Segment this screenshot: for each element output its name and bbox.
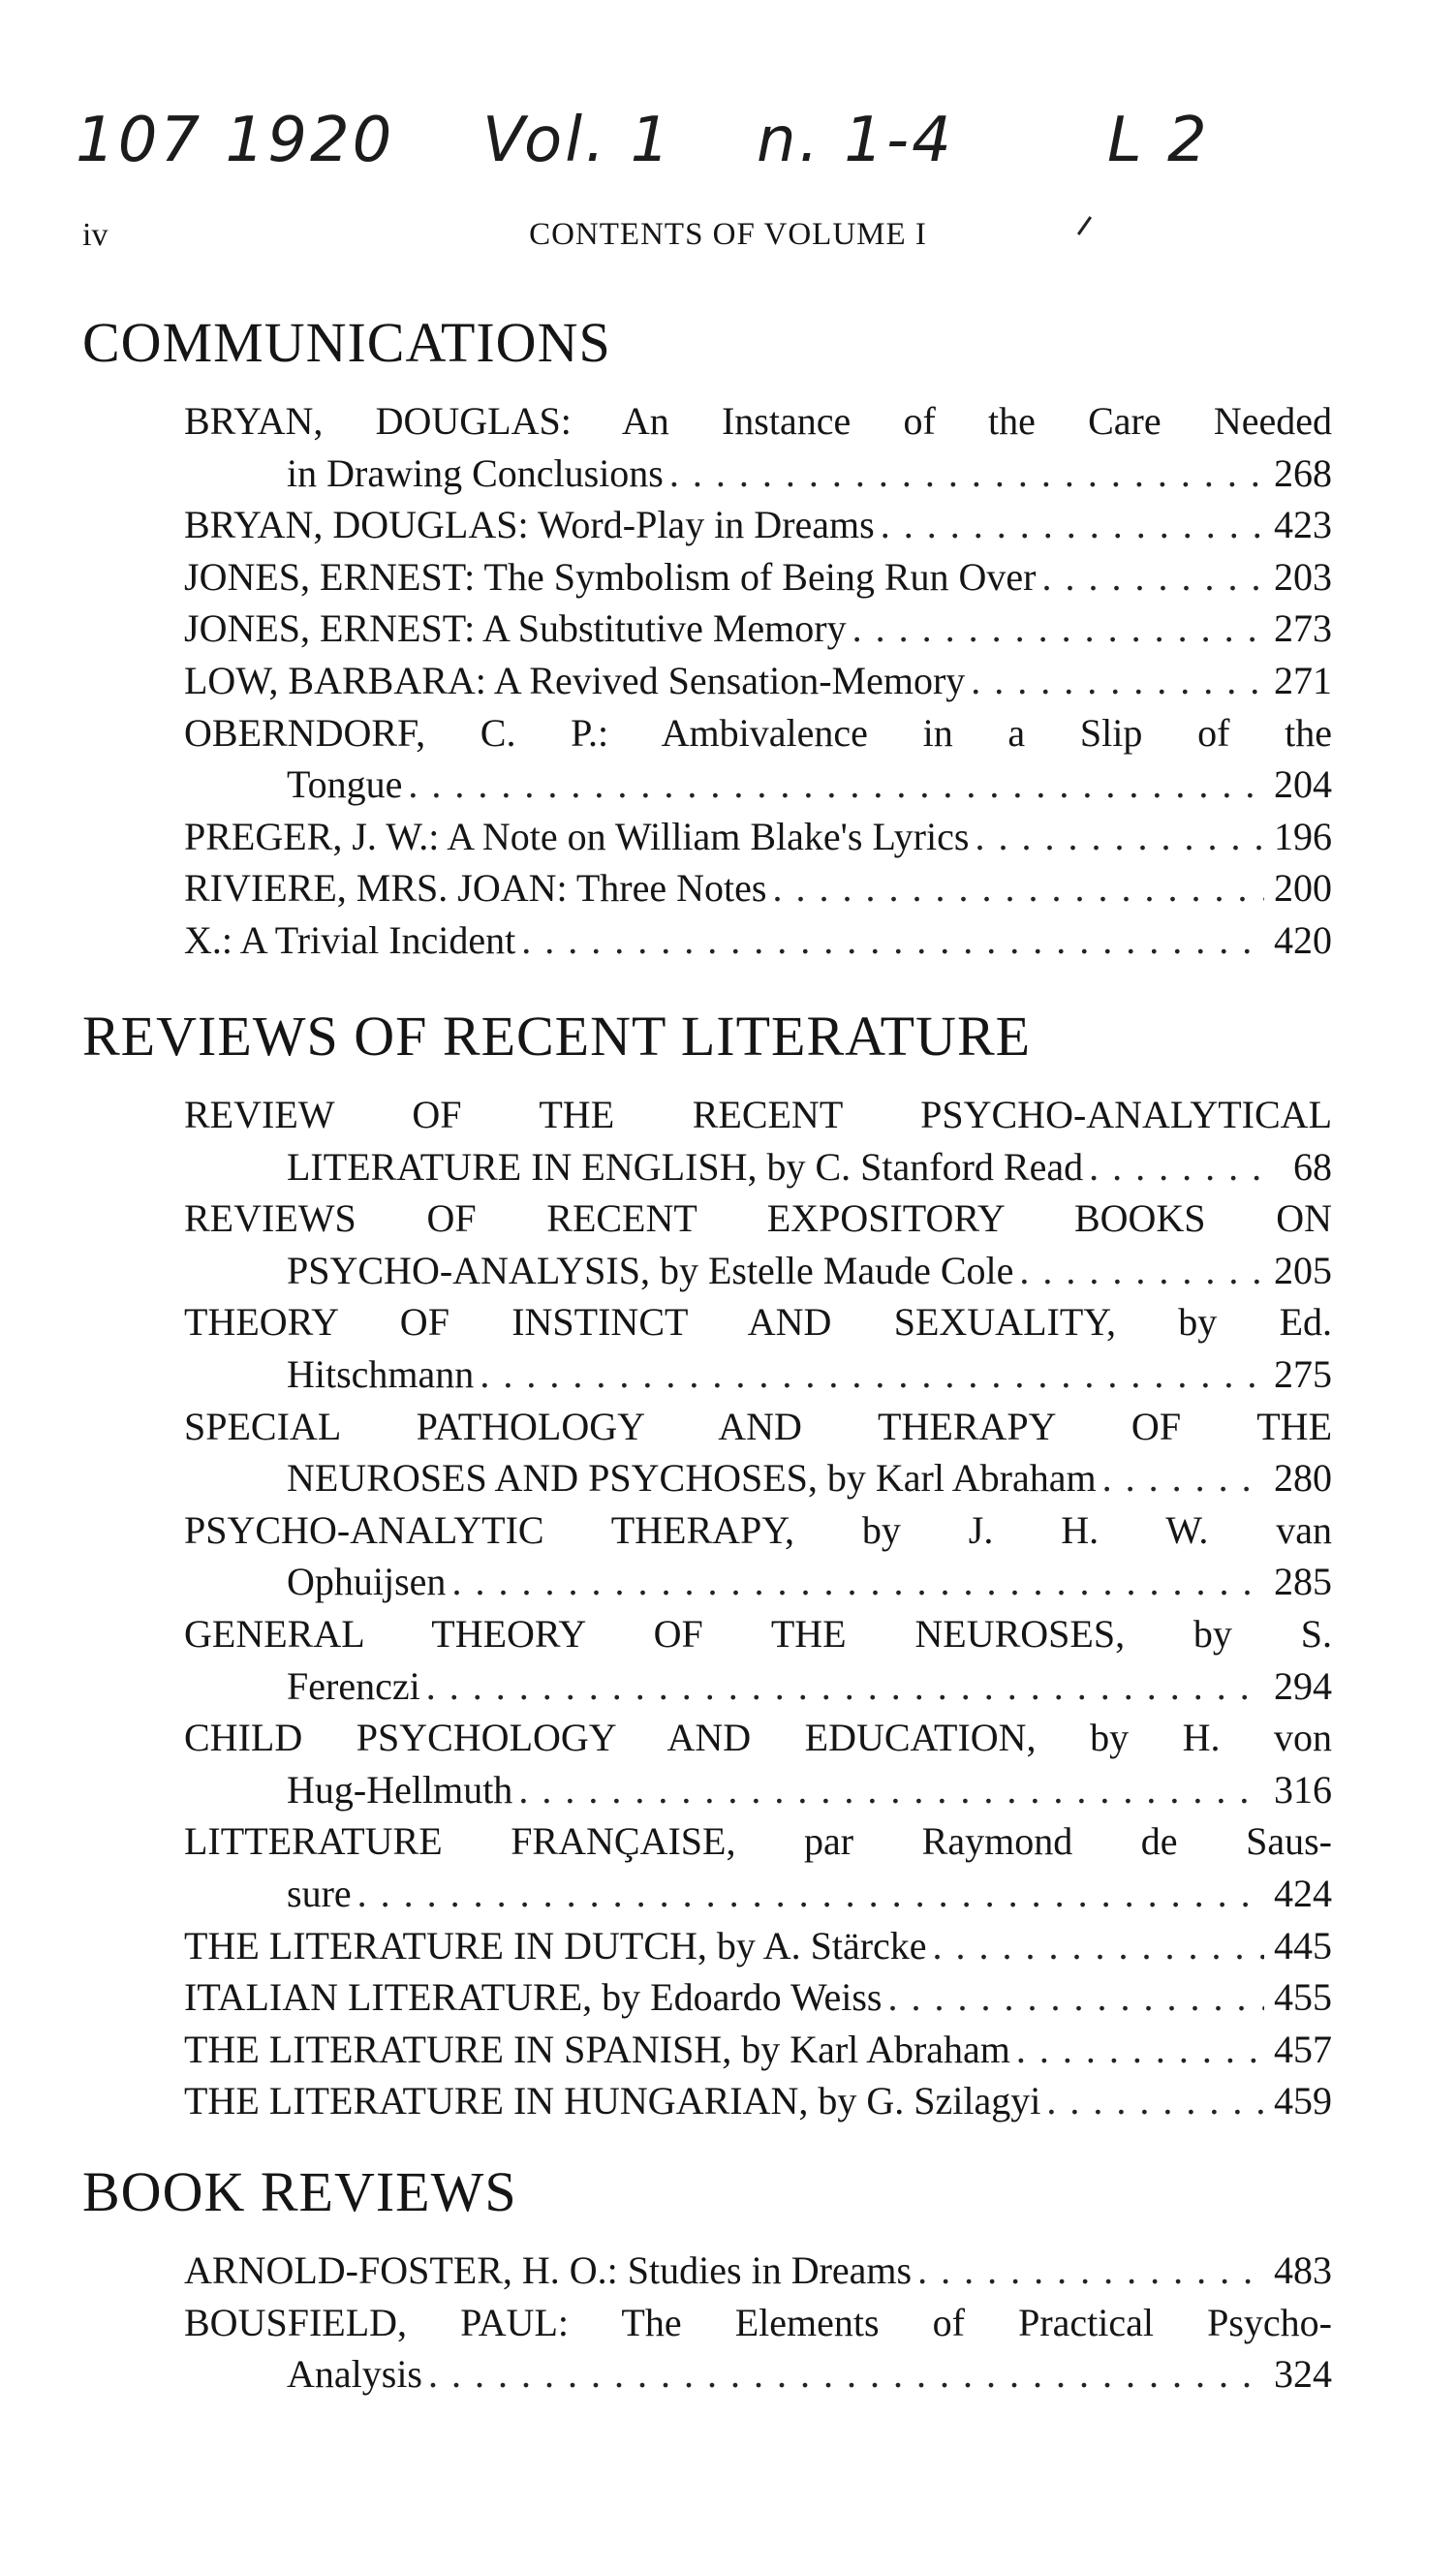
entry-line: BOUSFIELD, PAUL: The Elements of Practical Psycho- bbox=[184, 2300, 1332, 2344]
entry-line: OBERNDORF, C. P.: Ambivalence in a Slip of the bbox=[184, 710, 1332, 755]
toc-entry bbox=[184, 1815, 1332, 1919]
entry-text: PSYCHO-ANALYSIS, by Estelle Maude Cole bbox=[287, 1248, 1014, 1292]
entry-final-line bbox=[184, 914, 1332, 967]
entry-text: LITERATURE IN ENGLISH, by C. Stanford Read bbox=[287, 1144, 1084, 1189]
toc-entry bbox=[184, 2075, 1332, 2127]
entry-final-line bbox=[184, 1660, 1332, 1713]
dot-leader bbox=[664, 448, 1264, 500]
toc-entry bbox=[184, 1971, 1332, 2024]
entry-text: in Drawing Conclusions bbox=[287, 450, 664, 495]
section-title: BOOK REVIEWS bbox=[82, 2160, 517, 2223]
dot-leader bbox=[1097, 1452, 1264, 1504]
entry-text: ARNOLD-FOSTER, H. O.: Studies in Dreams bbox=[184, 2248, 913, 2292]
handwritten-annotation-part: L 2 bbox=[1107, 105, 1210, 176]
entry-text: Ophuijsen bbox=[287, 1560, 447, 1604]
toc-entry bbox=[184, 395, 1332, 499]
dot-leader bbox=[847, 603, 1264, 655]
dot-leader bbox=[883, 1971, 1265, 2024]
entry-text: BRYAN, DOUGLAS: Word-Play in Dreams bbox=[184, 503, 875, 547]
page-ref: 205 bbox=[1274, 1248, 1332, 1292]
entry-text: X.: A Trivial Incident bbox=[184, 917, 516, 962]
entry-final-line bbox=[184, 811, 1332, 863]
dot-leader bbox=[969, 811, 1264, 863]
page-ref: 423 bbox=[1274, 503, 1332, 547]
entry-text: THE LITERATURE IN HUNGARIAN, by G. Szilagyi bbox=[184, 2079, 1041, 2123]
page-ref: 459 bbox=[1274, 2079, 1332, 2123]
entry-line: GENERAL THEORY OF THE NEUROSES, by S. bbox=[184, 1611, 1332, 1656]
dot-leader bbox=[352, 1868, 1264, 1920]
entry-final-line bbox=[184, 1452, 1332, 1504]
entry-list bbox=[184, 395, 1332, 967]
entry-final-line bbox=[184, 1868, 1332, 1920]
entry-text: sure bbox=[287, 1871, 352, 1915]
entry-final-line bbox=[184, 551, 1332, 604]
toc-entry bbox=[184, 862, 1332, 914]
handwritten-annotation bbox=[76, 105, 1238, 211]
page-ref: 275 bbox=[1274, 1351, 1332, 1396]
entry-text: Hitschmann bbox=[287, 1351, 475, 1396]
entry-final-line bbox=[184, 2075, 1332, 2127]
entry-text: LOW, BARBARA: A Revived Sensation-Memory bbox=[184, 658, 966, 702]
entry-final-line bbox=[184, 862, 1332, 914]
page-ref: 455 bbox=[1274, 1975, 1332, 2020]
entry-final-line bbox=[184, 655, 1332, 707]
page-ref: 203 bbox=[1274, 554, 1332, 599]
page-ref: 280 bbox=[1274, 1456, 1332, 1501]
entry-line: CHILD PSYCHOLOGY AND EDUCATION, by H. von bbox=[184, 1716, 1332, 1760]
entry-final-line bbox=[184, 448, 1332, 500]
page-ref: 204 bbox=[1274, 762, 1332, 807]
page-ref: 483 bbox=[1274, 2248, 1332, 2292]
page-ref: 196 bbox=[1274, 814, 1332, 858]
dot-leader bbox=[766, 862, 1264, 914]
entry-text: ITALIAN LITERATURE, by Edoardo Weiss bbox=[184, 1975, 883, 2020]
dot-leader bbox=[965, 655, 1264, 707]
entry-text: THE LITERATURE IN DUTCH, by A. Stärcke bbox=[184, 1923, 927, 1968]
entry-final-line bbox=[184, 499, 1332, 551]
entry-line: REVIEWS OF RECENT EXPOSITORY BOOKS ON bbox=[184, 1196, 1332, 1241]
page-ref: 68 bbox=[1293, 1144, 1332, 1189]
toc-entry bbox=[184, 2297, 1332, 2401]
dot-leader bbox=[512, 1764, 1264, 1816]
entry-text: Analysis bbox=[287, 2352, 422, 2397]
page-ref: 200 bbox=[1274, 866, 1332, 911]
entry-final-line bbox=[184, 1764, 1332, 1816]
page-ref: 285 bbox=[1274, 1560, 1332, 1604]
dot-leader bbox=[402, 759, 1264, 811]
entry-final-line bbox=[184, 1245, 1332, 1297]
page-ref: 273 bbox=[1274, 606, 1332, 651]
handwritten-annotation-part: n. 1-4 bbox=[757, 105, 954, 176]
page-ref: 445 bbox=[1274, 1923, 1332, 1968]
toc-entry bbox=[184, 2024, 1332, 2076]
dot-leader bbox=[1083, 1141, 1264, 1193]
dot-leader bbox=[912, 2245, 1264, 2297]
entry-final-line bbox=[184, 603, 1332, 655]
entry-final-line bbox=[184, 1556, 1332, 1608]
entry-final-line bbox=[184, 1141, 1332, 1193]
toc-entry bbox=[184, 1504, 1332, 1608]
entry-text: THE LITERATURE IN SPANISH, by Karl Abraham bbox=[184, 2027, 1010, 2071]
dot-leader bbox=[420, 1660, 1264, 1713]
page-ref: 271 bbox=[1274, 658, 1332, 702]
entry-final-line bbox=[184, 1920, 1332, 1972]
entry-line: THEORY OF INSTINCT AND SEXUALITY, by Ed. bbox=[184, 1300, 1332, 1345]
entry-final-line bbox=[184, 2348, 1332, 2401]
entry-text: RIVIERE, MRS. JOAN: Three Notes bbox=[184, 866, 767, 911]
toc-entry bbox=[184, 1401, 1332, 1504]
section-title: COMMUNICATIONS bbox=[82, 311, 611, 374]
entry-final-line bbox=[184, 1348, 1332, 1401]
toc-entry bbox=[184, 914, 1332, 967]
page-ref: 294 bbox=[1274, 1663, 1332, 1708]
toc-entry bbox=[184, 1193, 1332, 1296]
entry-list bbox=[184, 1089, 1332, 2127]
dot-leader bbox=[474, 1348, 1264, 1401]
page-ref: 424 bbox=[1274, 1871, 1332, 1915]
page-ref: 457 bbox=[1274, 2027, 1332, 2071]
toc-entry bbox=[184, 1296, 1332, 1400]
section-title: REVIEWS OF RECENT LITERATURE bbox=[82, 1005, 1032, 1068]
entry-line: REVIEW OF THE RECENT PSYCHO-ANALYTICAL bbox=[184, 1093, 1332, 1136]
running-head bbox=[0, 217, 1456, 256]
page-number: iv bbox=[82, 217, 108, 253]
dot-leader bbox=[446, 1556, 1264, 1608]
entry-line: BRYAN, DOUGLAS: An Instance of the Care Needed bbox=[184, 399, 1332, 443]
page-ref: 316 bbox=[1274, 1767, 1332, 1812]
entry-text: JONES, ERNEST: The Symbolism of Being Run Over bbox=[184, 554, 1037, 599]
toc-entry bbox=[184, 1712, 1332, 1815]
entry-text: NEUROSES AND PSYCHOSES, by Karl Abraham bbox=[287, 1456, 1097, 1501]
toc-entry bbox=[184, 1089, 1332, 1193]
entry-text: Ferenczi bbox=[287, 1663, 420, 1708]
entry-line: PSYCHO-ANALYTIC THERAPY, by J. H. W. van bbox=[184, 1507, 1332, 1552]
entry-final-line bbox=[184, 2024, 1332, 2076]
entry-final-line bbox=[184, 1971, 1332, 2024]
dot-leader bbox=[875, 499, 1264, 551]
dot-leader bbox=[1013, 1245, 1264, 1297]
page-ref: 268 bbox=[1274, 450, 1332, 495]
entry-line: SPECIAL PATHOLOGY AND THERAPY OF THE bbox=[184, 1404, 1332, 1448]
entry-text: JONES, ERNEST: A Substitutive Memory bbox=[184, 606, 847, 651]
dot-leader bbox=[515, 914, 1264, 967]
toc-entry bbox=[184, 551, 1332, 604]
entry-final-line bbox=[184, 2245, 1332, 2297]
entry-final-line bbox=[184, 759, 1332, 811]
toc-entry bbox=[184, 603, 1332, 655]
entry-text: Tongue bbox=[287, 762, 403, 807]
toc-entry bbox=[184, 499, 1332, 551]
toc-entry bbox=[184, 2245, 1332, 2297]
page-ref: 324 bbox=[1274, 2352, 1332, 2397]
entry-line: LITTERATURE FRANÇAISE, par Raymond de Saus- bbox=[184, 1819, 1332, 1864]
dot-leader bbox=[927, 1920, 1264, 1972]
page-ref: 420 bbox=[1274, 917, 1332, 962]
entry-text: PREGER, J. W.: A Note on William Blake's Lyrics bbox=[184, 814, 970, 858]
running-title: CONTENTS OF VOLUME I bbox=[529, 217, 927, 252]
toc-entry bbox=[184, 1608, 1332, 1712]
dot-leader bbox=[1010, 2024, 1264, 2076]
toc-entry bbox=[184, 655, 1332, 707]
handwritten-annotation-part: 107 1920 bbox=[76, 105, 395, 176]
handwritten-annotation-part: Vol. 1 bbox=[482, 105, 673, 176]
dot-leader bbox=[1037, 551, 1265, 604]
dot-leader bbox=[1040, 2075, 1264, 2127]
dot-leader bbox=[422, 2348, 1264, 2401]
entry-list bbox=[184, 2245, 1332, 2401]
toc-entry bbox=[184, 811, 1332, 863]
toc-entry bbox=[184, 1920, 1332, 1972]
entry-text: Hug-Hellmuth bbox=[287, 1767, 513, 1812]
toc-entry bbox=[184, 707, 1332, 811]
